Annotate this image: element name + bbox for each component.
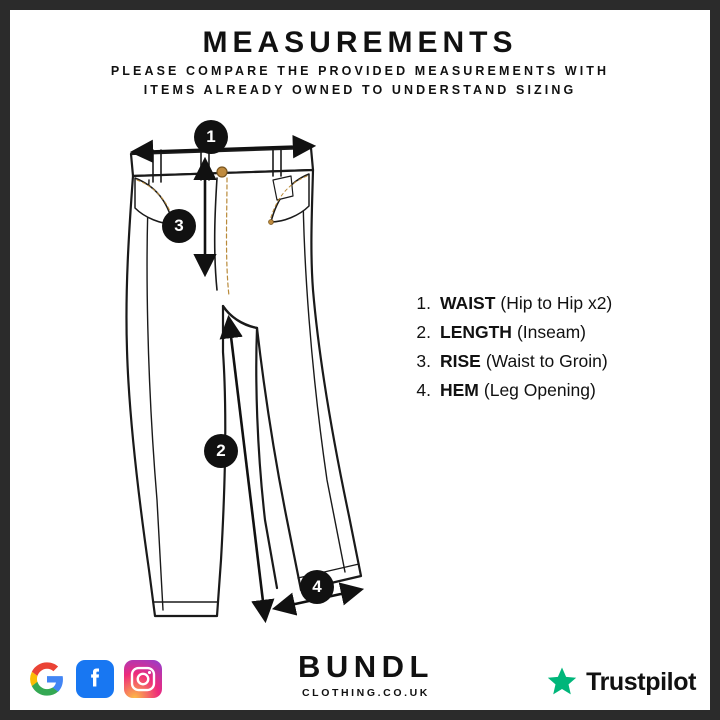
legend-number: 2.: [416, 322, 431, 342]
measurement-legend: [405, 293, 690, 409]
list-item: [405, 322, 690, 343]
subtitle-line-2: ITEMS ALREADY OWNED TO UNDERSTAND SIZING: [143, 83, 577, 97]
trustpilot-star-icon: [545, 665, 579, 699]
legend-description: (Leg Opening): [483, 380, 596, 400]
legend-number: 3.: [416, 351, 431, 371]
brand-domain: CLOTHING.CO.UK: [302, 687, 430, 699]
list-item: [405, 351, 690, 372]
badge-waist: 1: [194, 120, 228, 154]
facebook-icon[interactable]: [76, 660, 114, 698]
legend-term: HEM: [440, 380, 479, 400]
legend-description: (Inseam): [516, 322, 586, 342]
badge-rise: 3: [162, 209, 196, 243]
legend-description: (Hip to Hip x2): [500, 293, 613, 313]
social-links: [28, 660, 162, 698]
badge-length: 2: [204, 434, 238, 468]
legend-term: LENGTH: [440, 322, 512, 342]
list-item: [405, 380, 690, 401]
legend-number: 4.: [416, 380, 431, 400]
brand-name: BUNDL: [298, 649, 434, 684]
instagram-icon[interactable]: [124, 660, 162, 698]
page-title: MEASUREMENTS: [202, 26, 518, 59]
list-item: [405, 293, 690, 314]
legend-term: RISE: [440, 351, 481, 371]
jeans-diagram: [105, 120, 395, 640]
brand-logo: [266, 650, 466, 699]
legend-number: 1.: [416, 293, 431, 313]
trustpilot-label: Trustpilot: [586, 667, 696, 696]
legend-term: WAIST: [440, 293, 496, 313]
badge-hem: 4: [300, 570, 334, 604]
google-icon[interactable]: [28, 660, 66, 698]
legend-description: (Waist to Groin): [485, 351, 608, 371]
subtitle-line-1: PLEASE COMPARE THE PROVIDED MEASUREMENTS WITH: [110, 64, 610, 78]
page-subtitle: [10, 62, 710, 100]
page-inner: [10, 10, 710, 710]
trustpilot-badge[interactable]: [545, 665, 696, 699]
